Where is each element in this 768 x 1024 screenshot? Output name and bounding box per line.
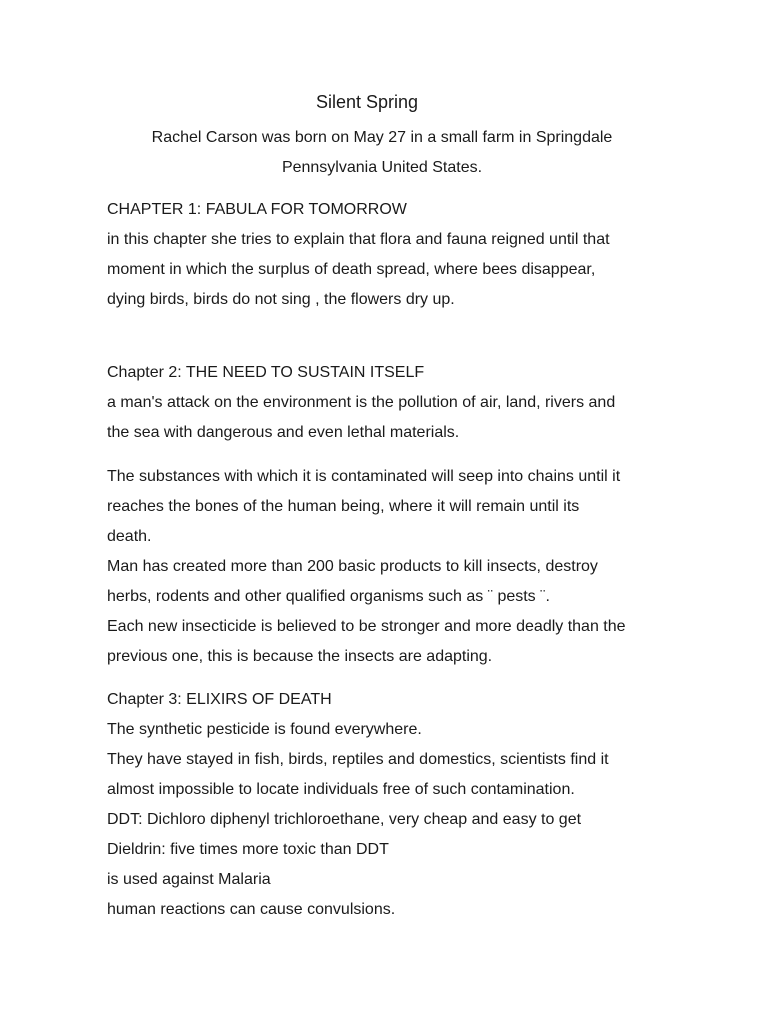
chapter-heading: Chapter 2: THE NEED TO SUSTAIN ITSELF (107, 364, 425, 381)
document-title: Silent Spring (315, 92, 419, 112)
text-line: the sea with dangerous and even lethal materials. (107, 424, 460, 441)
text-line: in this chapter she tries to explain that flora and fauna reigned until that (107, 231, 610, 248)
text-line: The substances with which it is contaminated will seep into chains until it (107, 468, 621, 485)
text-line: Dieldrin: five times more toxic than DDT (107, 841, 389, 858)
text-line: almost impossible to locate individuals free of such contamination. (107, 781, 575, 798)
text-line: human reactions can cause convulsions. (107, 901, 396, 918)
chapter-3 (107, 685, 727, 925)
text-line: previous one, this is because the insects are adapting. (107, 648, 493, 665)
text-line: dying birds, birds do not sing , the flowers dry up. (107, 291, 455, 308)
text-line: The synthetic pesticide is found everywhere. (107, 721, 422, 738)
text-line: herbs, rodents and other qualified organisms such as ¨ pests ¨. (107, 588, 550, 605)
text-line: Each new insecticide is believed to be stronger and more deadly than the (107, 618, 626, 635)
intro-line: Rachel Carson was born on May 27 in a small farm in Springdale (151, 129, 613, 146)
text-line: a man's attack on the environment is the pollution of air, land, rivers and (107, 394, 616, 411)
text-line: DDT: Dichloro diphenyl trichloroethane, very cheap and easy to get (107, 811, 582, 828)
chapter-heading: CHAPTER 1: FABULA FOR TOMORROW (107, 201, 407, 218)
intro-line: Pennsylvania United States. (281, 159, 483, 176)
text-line: Man has created more than 200 basic products to kill insects, destroy (107, 558, 598, 575)
chapter-2 (107, 358, 727, 448)
chapter-heading: Chapter 3: ELIXIRS OF DEATH (107, 691, 332, 708)
text-line: They have stayed in fish, birds, reptiles and domestics, scientists find it (107, 751, 609, 768)
text-line: death. (107, 528, 152, 545)
text-line: moment in which the surplus of death spread, where bees disappear, (107, 261, 596, 278)
chapter-2-paragraph (107, 462, 727, 672)
text-line: reaches the bones of the human being, where it will remain until its (107, 498, 580, 515)
chapter-1 (107, 195, 727, 315)
text-line: is used against Malaria (107, 871, 271, 888)
author-intro (107, 123, 657, 183)
